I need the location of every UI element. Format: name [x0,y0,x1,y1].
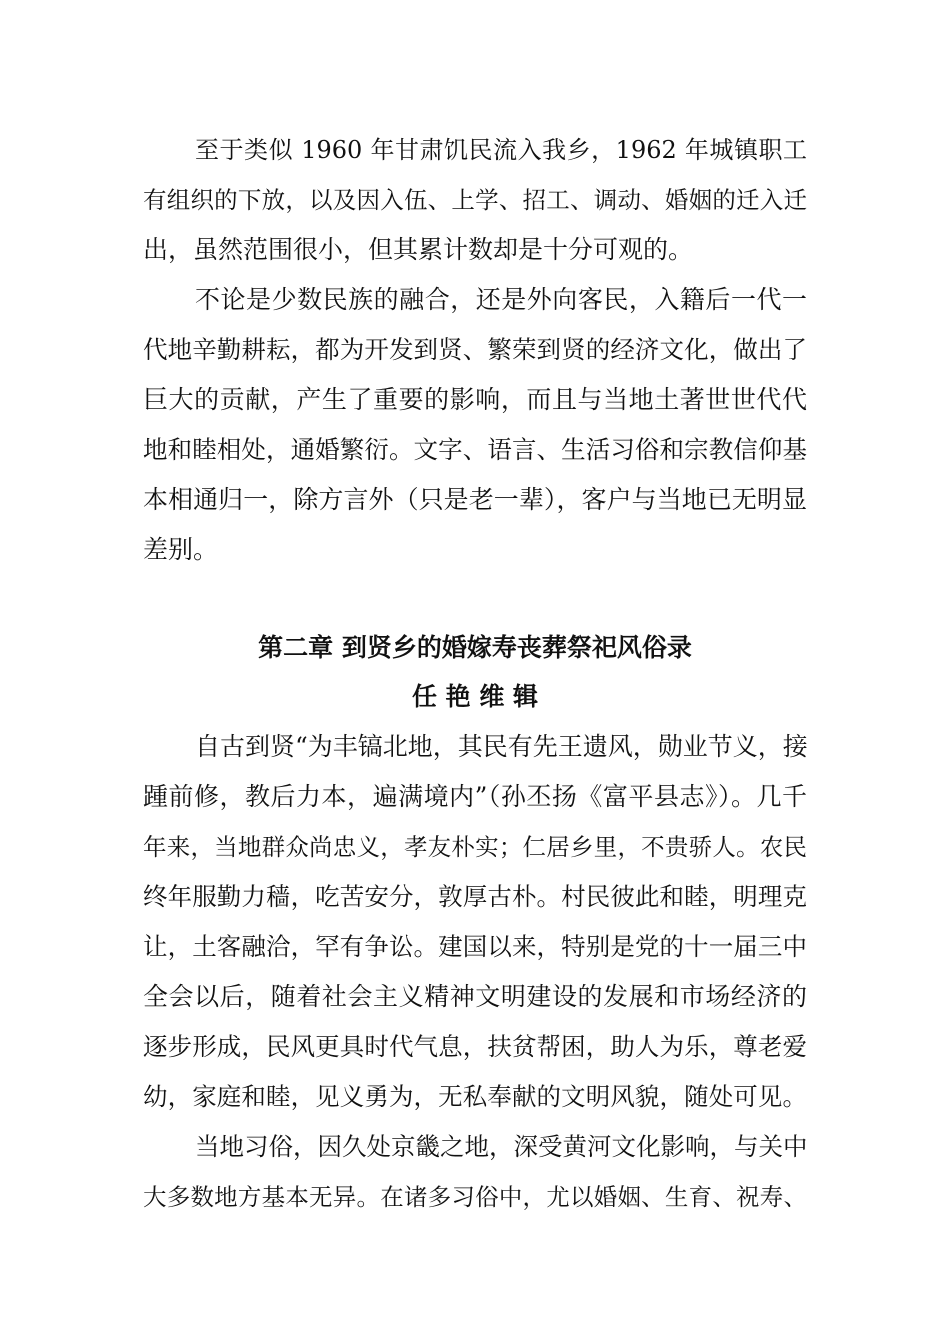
paragraph-2-line-5: 本相通归一，除方言外（只是老一辈），客户与当地已无明显 [143,485,807,514]
paragraph-1-line-3: 出，虽然范围很小，但其累计数却是十分可观的。 [143,235,694,264]
paragraph-3-line-8: 幼，家庭和睦，见义勇为，无私奉献的文明风貌，随处可见。 [143,1082,807,1111]
paragraph-3-line-5: 让，土客融洽，罕有争讼。建国以来，特别是党的十一届三中 [143,932,807,961]
paragraph-2-line-1: 不论是少数民族的融合，还是外向客民，入籍后一代一 [195,285,807,314]
paragraph-3-line-2: 踵前修，教后力本，遍满境内”（孙丕扬《富平县志》）。几千 [143,782,807,811]
paragraph-2-line-2: 代地辛勤耕耘，都为开发到贤、繁荣到贤的经济文化，做出了 [143,335,807,364]
paragraph-3-line-1: 自古到贤“为丰镐北地，其民有先王遗风，勋业节义，接 [195,732,808,761]
paragraph-3-line-3: 年来，当地群众尚忠义，孝友朴实；仁居乡里，不贵骄人。农民 [143,833,807,861]
paragraph-2-line-4: 地和睦相处，通婚繁衍。文字、语言、生活习俗和宗教信仰基 [143,435,807,464]
paragraph-4-line-1: 当地习俗，因久处京畿之地，深受黄河文化影响，与关中 [195,1132,808,1161]
paragraph-3-line-7: 逐步形成，民风更具时代气息，扶贫帮困，助人为乐，尊老爱 [143,1032,807,1061]
paragraph-2-line-6: 差别。 [143,535,219,564]
paragraph-1-line-2: 有组织的下放，以及因入伍、上学、招工、调动、婚姻的迁入迁 [143,186,807,214]
paragraph-3-line-6: 全会以后，随着社会主义精神文明建设的发展和市场经济的 [143,982,807,1011]
paragraph-3-line-4: 终年服勤力穑，吃苦安分，敦厚古朴。村民彼此和睦，明理克 [143,882,807,911]
paragraph-4-line-2: 大多数地方基本无异。在诸多习俗中，尤以婚姻、生育、祝寿、 [143,1183,807,1211]
paragraph-2-line-3: 巨大的贡献，产生了重要的影响，而且与当地土著世世代代 [143,385,807,414]
compiler-credit: 任 艳 维 辑 [411,682,539,711]
paragraph-1-line-1: 至于类似 1960 年甘肃饥民流入我乡，1962 年城镇职工 [195,136,807,164]
chapter-title: 第二章 到贤乡的婚嫁寿丧葬祭祀风俗录 [258,633,692,662]
